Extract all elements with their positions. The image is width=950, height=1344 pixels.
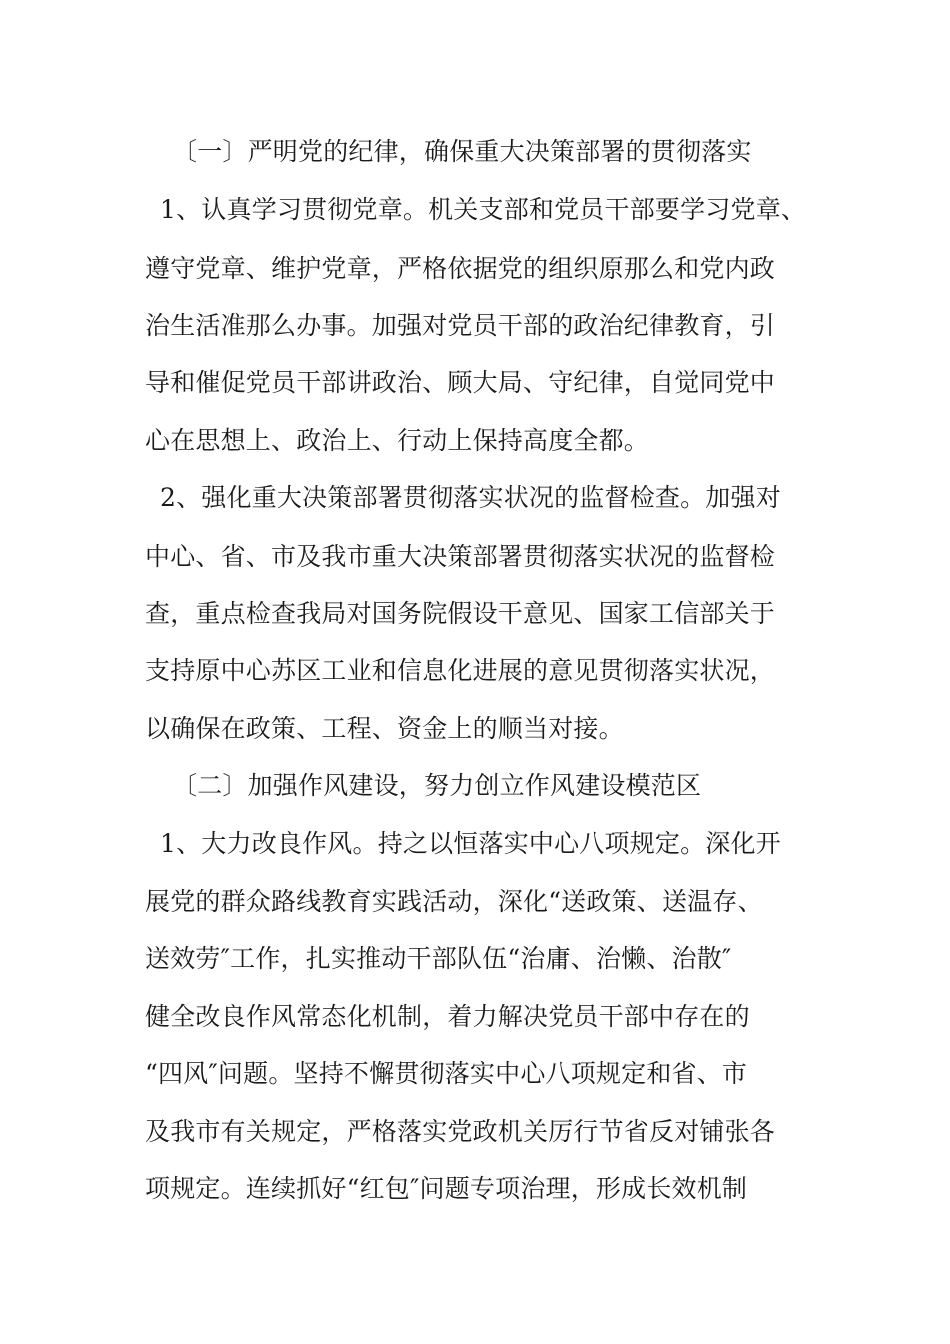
paragraph-line: 心在思想上、政治上、行动上保持高度全都。 bbox=[145, 426, 650, 455]
paragraph-line: 支持原中心苏区工业和信息化进展的意见贯彻落实状况， bbox=[145, 656, 776, 685]
paragraph-line: 健全改良作风常态化机制，着力解决党员干部中存在的 bbox=[145, 1002, 750, 1031]
paragraph-line: 遵守党章、维护党章，严格依据党的组织原那么和党内政 bbox=[145, 254, 776, 283]
paragraph-line: 1、大力改良作风。持之以恒落实中心八项规定。深化开 bbox=[160, 829, 781, 858]
paragraph-line: 展党的群众路线教育实践活动，深化“送政策、送温存、 bbox=[145, 887, 763, 916]
paragraph-line: 导和催促党员干部讲政治、顾大局、守纪律，自觉同党中 bbox=[145, 368, 776, 397]
paragraph-line: 治生活准那么办事。加强对党员干部的政治纪律教育，引 bbox=[145, 311, 776, 340]
paragraph-line: 及我市有关规定，严格落实党政机关厉行节省反对铺张各 bbox=[145, 1117, 776, 1146]
paragraph-line: 中心、省、市及我市重大决策部署贯彻落实状况的监督检 bbox=[145, 542, 776, 571]
paragraph-line: 查，重点检查我局对国务院假设干意见、国家工信部关于 bbox=[145, 599, 776, 628]
paragraph-line: 项规定。连续抓好“红包″问题专项治理，形成长效机制 bbox=[145, 1174, 748, 1203]
paragraph-line: 1、认真学习贯彻党章。机关支部和党员干部要学习党章、 bbox=[160, 195, 807, 224]
paragraph-line: 2、强化重大决策部署贯彻落实状况的监督检查。加强对 bbox=[160, 483, 781, 512]
section-heading-2: 〔二〕加强作风建设，努力创立作风建设模范区 bbox=[172, 771, 702, 800]
paragraph-line: 以确保在政策、工程、资金上的顺当对接。 bbox=[145, 714, 624, 743]
paragraph-line: “四风″问题。坚持不懈贯彻落实中心八项规定和省、市 bbox=[145, 1059, 748, 1088]
paragraph-line: 送效劳″工作，扎实推动干部队伍“治庸、治懒、治散″ bbox=[145, 944, 732, 973]
section-heading-1: 〔一〕严明党的纪律，确保重大决策部署的贯彻落实 bbox=[172, 137, 752, 166]
